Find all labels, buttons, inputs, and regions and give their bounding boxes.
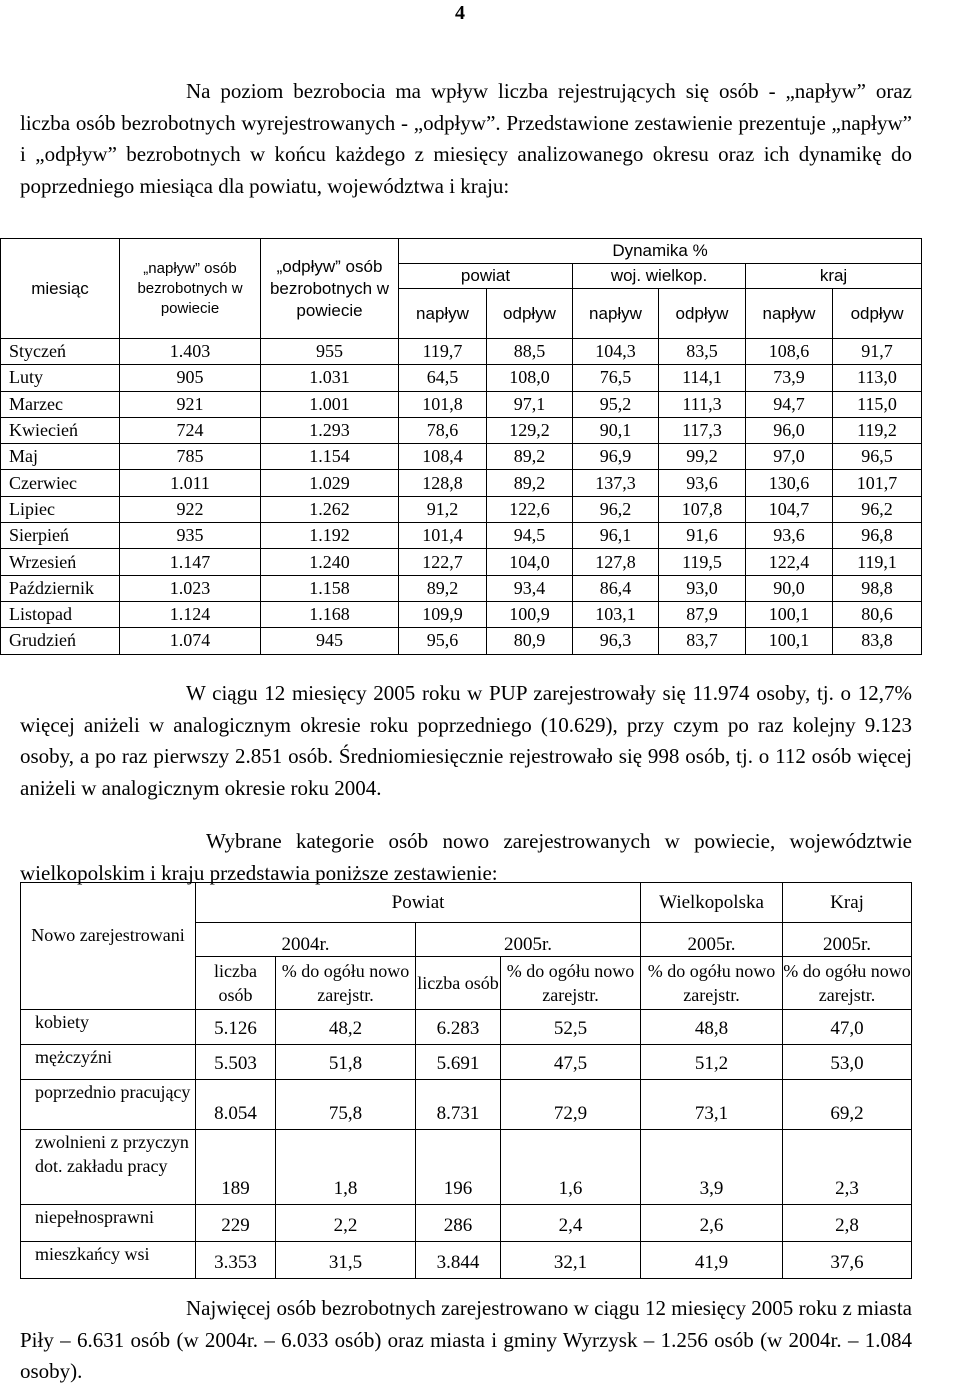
value-cell: 1,6 bbox=[501, 1130, 641, 1205]
value-cell: 80,9 bbox=[487, 628, 573, 654]
value-cell: 64,5 bbox=[399, 365, 487, 391]
month-cell: Styczeń bbox=[1, 339, 120, 365]
value-cell: 1,8 bbox=[276, 1130, 416, 1205]
registration-text: W ciągu 12 miesięcy 2005 roku w PUP zarejestrowały się 11.974 osoby, tj. o 12,7% więcej aniżeli w analogicznym okresie roku poprzedniego (10.629), przy czym po raz kolejny 9.123 osoby, a po raz pierwszy 2.851 osób. Średniomiesięcznie rejestrowało się 998 osób, tj. o 112 osób więcej aniżeli w analogicznym okresie roku 2004. bbox=[20, 681, 912, 800]
category-cell: zwolnieni z przyczyn dot. zakładu pracy bbox=[21, 1130, 196, 1205]
header-percent: % do ogółu nowo zarejstr. bbox=[783, 957, 912, 1010]
value-cell: 1.293 bbox=[261, 417, 399, 443]
value-cell: 96,2 bbox=[573, 496, 659, 522]
value-cell: 69,2 bbox=[783, 1080, 912, 1130]
value-cell: 73,9 bbox=[746, 365, 833, 391]
page-number: 4 bbox=[455, 2, 465, 24]
value-cell: 93,6 bbox=[746, 523, 833, 549]
value-cell: 6.283 bbox=[416, 1010, 501, 1045]
value-cell: 78,6 bbox=[399, 417, 487, 443]
value-cell: 2,4 bbox=[501, 1205, 641, 1242]
value-cell: 1.262 bbox=[261, 496, 399, 522]
month-cell: Wrzesień bbox=[1, 549, 120, 575]
value-cell: 47,5 bbox=[501, 1045, 641, 1080]
header-naplyw: napływ bbox=[746, 289, 833, 339]
value-cell: 31,5 bbox=[276, 1242, 416, 1279]
category-cell: mieszkańcy wsi bbox=[21, 1242, 196, 1279]
value-cell: 51,8 bbox=[276, 1045, 416, 1080]
header-kraj: kraj bbox=[746, 264, 922, 289]
header-year-2005: 2005r. bbox=[783, 923, 912, 957]
value-cell: 128,8 bbox=[399, 470, 487, 496]
value-cell: 103,1 bbox=[573, 601, 659, 627]
header-year-2004: 2004r. bbox=[196, 923, 416, 957]
value-cell: 96,0 bbox=[746, 417, 833, 443]
value-cell: 108,4 bbox=[399, 444, 487, 470]
header-inflow: „napływ” osób bezrobotnych w powiecie bbox=[120, 239, 261, 339]
value-cell: 945 bbox=[261, 628, 399, 654]
value-cell: 96,3 bbox=[573, 628, 659, 654]
header-powiat: Powiat bbox=[196, 883, 641, 923]
value-cell: 955 bbox=[261, 339, 399, 365]
value-cell: 3.353 bbox=[196, 1242, 276, 1279]
value-cell: 122,4 bbox=[746, 549, 833, 575]
value-cell: 104,3 bbox=[573, 339, 659, 365]
category-cell: kobiety bbox=[21, 1010, 196, 1045]
value-cell: 922 bbox=[120, 496, 261, 522]
value-cell: 2,6 bbox=[641, 1205, 783, 1242]
value-cell: 1.192 bbox=[261, 523, 399, 549]
value-cell: 229 bbox=[196, 1205, 276, 1242]
value-cell: 1.168 bbox=[261, 601, 399, 627]
month-cell: Maj bbox=[1, 444, 120, 470]
header-wielkopolska: Wielkopolska bbox=[641, 883, 783, 923]
category-cell: niepełnosprawni bbox=[21, 1205, 196, 1242]
table-row bbox=[21, 1205, 912, 1242]
value-cell: 119,5 bbox=[659, 549, 746, 575]
value-cell: 86,4 bbox=[573, 575, 659, 601]
value-cell: 115,0 bbox=[833, 391, 922, 417]
table-row bbox=[1, 601, 922, 627]
intro-text: Na poziom bezrobocia ma wpływ liczba rejestrujących się osób - „napływ” oraz liczba osób bezrobotnych wyrejestrowanych - „odpływ”. Przedstawione zestawienie prezentuje „napływ” i „odpływ” bezrobotnych w końcu każdego z miesięcy analizowanego okresu oraz ich dynamikę do poprzedniego miesiąca dla powiatu, województwa i kraju: bbox=[20, 79, 912, 198]
value-cell: 80,6 bbox=[833, 601, 922, 627]
value-cell: 96,5 bbox=[833, 444, 922, 470]
value-cell: 96,9 bbox=[573, 444, 659, 470]
value-cell: 48,2 bbox=[276, 1010, 416, 1045]
value-cell: 104,7 bbox=[746, 496, 833, 522]
value-cell: 1.158 bbox=[261, 575, 399, 601]
value-cell: 119,1 bbox=[833, 549, 922, 575]
value-cell: 1.147 bbox=[120, 549, 261, 575]
header-category: Nowo zarejestrowani bbox=[21, 883, 196, 1010]
value-cell: 286 bbox=[416, 1205, 501, 1242]
value-cell: 2,2 bbox=[276, 1205, 416, 1242]
value-cell: 117,3 bbox=[659, 417, 746, 443]
month-cell: Lipiec bbox=[1, 496, 120, 522]
value-cell: 119,7 bbox=[399, 339, 487, 365]
value-cell: 94,7 bbox=[746, 391, 833, 417]
value-cell: 91,2 bbox=[399, 496, 487, 522]
value-cell: 1.154 bbox=[261, 444, 399, 470]
value-cell: 95,6 bbox=[399, 628, 487, 654]
monthly-flow-table bbox=[0, 238, 922, 655]
value-cell: 935 bbox=[120, 523, 261, 549]
value-cell: 2,3 bbox=[783, 1130, 912, 1205]
value-cell: 51,2 bbox=[641, 1045, 783, 1080]
value-cell: 785 bbox=[120, 444, 261, 470]
table-row bbox=[21, 1045, 912, 1080]
header-powiat: powiat bbox=[399, 264, 573, 289]
header-liczba-osob: liczba osób bbox=[416, 957, 501, 1010]
value-cell: 83,7 bbox=[659, 628, 746, 654]
value-cell: 89,2 bbox=[487, 470, 573, 496]
table-row bbox=[21, 1130, 912, 1205]
month-cell: Październik bbox=[1, 575, 120, 601]
table-row bbox=[1, 339, 922, 365]
value-cell: 48,8 bbox=[641, 1010, 783, 1045]
header-percent: % do ogółu nowo zarejstr. bbox=[641, 957, 783, 1010]
table-row bbox=[1, 549, 922, 575]
value-cell: 100,9 bbox=[487, 601, 573, 627]
value-cell: 1.023 bbox=[120, 575, 261, 601]
value-cell: 1.124 bbox=[120, 601, 261, 627]
value-cell: 104,0 bbox=[487, 549, 573, 575]
value-cell: 93,4 bbox=[487, 575, 573, 601]
header-odplyw: odpływ bbox=[833, 289, 922, 339]
table-row bbox=[1, 417, 922, 443]
header-year-2005: 2005r. bbox=[416, 923, 641, 957]
value-cell: 97,0 bbox=[746, 444, 833, 470]
header-dynamics: Dynamika % bbox=[399, 239, 922, 264]
value-cell: 921 bbox=[120, 391, 261, 417]
value-cell: 724 bbox=[120, 417, 261, 443]
value-cell: 75,8 bbox=[276, 1080, 416, 1130]
value-cell: 109,9 bbox=[399, 601, 487, 627]
header-odplyw: odpływ bbox=[487, 289, 573, 339]
value-cell: 95,2 bbox=[573, 391, 659, 417]
value-cell: 96,8 bbox=[833, 523, 922, 549]
header-percent: % do ogółu nowo zarejstr. bbox=[501, 957, 641, 1010]
value-cell: 73,1 bbox=[641, 1080, 783, 1130]
table-row bbox=[21, 1010, 912, 1045]
value-cell: 93,0 bbox=[659, 575, 746, 601]
value-cell: 108,6 bbox=[746, 339, 833, 365]
value-cell: 90,1 bbox=[573, 417, 659, 443]
value-cell: 1.011 bbox=[120, 470, 261, 496]
value-cell: 94,5 bbox=[487, 523, 573, 549]
header-year-2005: 2005r. bbox=[641, 923, 783, 957]
value-cell: 87,9 bbox=[659, 601, 746, 627]
value-cell: 47,0 bbox=[783, 1010, 912, 1045]
value-cell: 37,6 bbox=[783, 1242, 912, 1279]
value-cell: 83,5 bbox=[659, 339, 746, 365]
value-cell: 130,6 bbox=[746, 470, 833, 496]
value-cell: 83,8 bbox=[833, 628, 922, 654]
header-odplyw: odpływ bbox=[659, 289, 746, 339]
value-cell: 96,2 bbox=[833, 496, 922, 522]
month-cell: Kwiecień bbox=[1, 417, 120, 443]
table-row bbox=[1, 523, 922, 549]
table-row bbox=[21, 1242, 912, 1279]
value-cell: 76,5 bbox=[573, 365, 659, 391]
header-naplyw: napływ bbox=[399, 289, 487, 339]
cities-text: Najwięcej osób bezrobotnych zarejestrowano w ciągu 12 miesięcy 2005 roku z miasta Piły – 6.631 osób (w 2004r. – 6.033 osób) oraz miasta i gminy Wyrzysk – 1.256 osób (w 2004r. – 1.084 osoby). bbox=[20, 1296, 912, 1383]
value-cell: 8.731 bbox=[416, 1080, 501, 1130]
cities-paragraph bbox=[20, 1293, 912, 1388]
table-row bbox=[1, 444, 922, 470]
header-month: miesiąc bbox=[1, 239, 120, 339]
value-cell: 88,5 bbox=[487, 339, 573, 365]
intro-paragraph bbox=[20, 76, 912, 202]
value-cell: 119,2 bbox=[833, 417, 922, 443]
category-cell: poprzednio pracujący bbox=[21, 1080, 196, 1130]
value-cell: 1.403 bbox=[120, 339, 261, 365]
value-cell: 107,8 bbox=[659, 496, 746, 522]
month-cell: Czerwiec bbox=[1, 470, 120, 496]
month-cell: Luty bbox=[1, 365, 120, 391]
header-liczba-osob: liczba osób bbox=[196, 957, 276, 1010]
value-cell: 196 bbox=[416, 1130, 501, 1205]
value-cell: 1.029 bbox=[261, 470, 399, 496]
table-row bbox=[1, 365, 922, 391]
value-cell: 72,9 bbox=[501, 1080, 641, 1130]
value-cell: 8.054 bbox=[196, 1080, 276, 1130]
value-cell: 97,1 bbox=[487, 391, 573, 417]
value-cell: 2,8 bbox=[783, 1205, 912, 1242]
value-cell: 101,7 bbox=[833, 470, 922, 496]
categories-table bbox=[20, 882, 912, 1279]
value-cell: 32,1 bbox=[501, 1242, 641, 1279]
value-cell: 100,1 bbox=[746, 601, 833, 627]
value-cell: 137,3 bbox=[573, 470, 659, 496]
category-cell: mężczyźni bbox=[21, 1045, 196, 1080]
value-cell: 127,8 bbox=[573, 549, 659, 575]
registration-paragraph bbox=[20, 678, 912, 804]
header-outflow: „odpływ” osób bezrobotnych w powiecie bbox=[261, 239, 399, 339]
value-cell: 89,2 bbox=[399, 575, 487, 601]
value-cell: 1.001 bbox=[261, 391, 399, 417]
value-cell: 89,2 bbox=[487, 444, 573, 470]
value-cell: 91,6 bbox=[659, 523, 746, 549]
categories-body bbox=[21, 1010, 912, 1279]
value-cell: 114,1 bbox=[659, 365, 746, 391]
value-cell: 98,8 bbox=[833, 575, 922, 601]
monthly-flow-body bbox=[1, 339, 922, 655]
value-cell: 91,7 bbox=[833, 339, 922, 365]
value-cell: 1.031 bbox=[261, 365, 399, 391]
value-cell: 3,9 bbox=[641, 1130, 783, 1205]
table-row bbox=[1, 496, 922, 522]
table-row bbox=[1, 628, 922, 654]
value-cell: 90,0 bbox=[746, 575, 833, 601]
month-cell: Sierpień bbox=[1, 523, 120, 549]
value-cell: 113,0 bbox=[833, 365, 922, 391]
table-row bbox=[1, 470, 922, 496]
value-cell: 5.503 bbox=[196, 1045, 276, 1080]
table-row bbox=[1, 575, 922, 601]
value-cell: 100,1 bbox=[746, 628, 833, 654]
value-cell: 1.074 bbox=[120, 628, 261, 654]
value-cell: 122,7 bbox=[399, 549, 487, 575]
month-cell: Marzec bbox=[1, 391, 120, 417]
value-cell: 5.691 bbox=[416, 1045, 501, 1080]
value-cell: 122,6 bbox=[487, 496, 573, 522]
categories-intro-paragraph bbox=[20, 826, 912, 889]
value-cell: 108,0 bbox=[487, 365, 573, 391]
header-woj: woj. wielkop. bbox=[573, 264, 746, 289]
header-percent: % do ogółu nowo zarejstr. bbox=[276, 957, 416, 1010]
value-cell: 101,4 bbox=[399, 523, 487, 549]
value-cell: 99,2 bbox=[659, 444, 746, 470]
table-row bbox=[1, 391, 922, 417]
value-cell: 905 bbox=[120, 365, 261, 391]
table-row bbox=[21, 1080, 912, 1130]
value-cell: 1.240 bbox=[261, 549, 399, 575]
value-cell: 101,8 bbox=[399, 391, 487, 417]
header-naplyw: napływ bbox=[573, 289, 659, 339]
value-cell: 3.844 bbox=[416, 1242, 501, 1279]
value-cell: 93,6 bbox=[659, 470, 746, 496]
header-kraj: Kraj bbox=[783, 883, 912, 923]
value-cell: 5.126 bbox=[196, 1010, 276, 1045]
month-cell: Grudzień bbox=[1, 628, 120, 654]
value-cell: 189 bbox=[196, 1130, 276, 1205]
value-cell: 52,5 bbox=[501, 1010, 641, 1045]
value-cell: 96,1 bbox=[573, 523, 659, 549]
categories-intro-text: Wybrane kategorie osób nowo zarejestrowanych w powiecie, województwie wielkopolskim i kraju przedstawia poniższe zestawienie: bbox=[20, 829, 912, 885]
value-cell: 129,2 bbox=[487, 417, 573, 443]
value-cell: 53,0 bbox=[783, 1045, 912, 1080]
value-cell: 41,9 bbox=[641, 1242, 783, 1279]
month-cell: Listopad bbox=[1, 601, 120, 627]
value-cell: 111,3 bbox=[659, 391, 746, 417]
